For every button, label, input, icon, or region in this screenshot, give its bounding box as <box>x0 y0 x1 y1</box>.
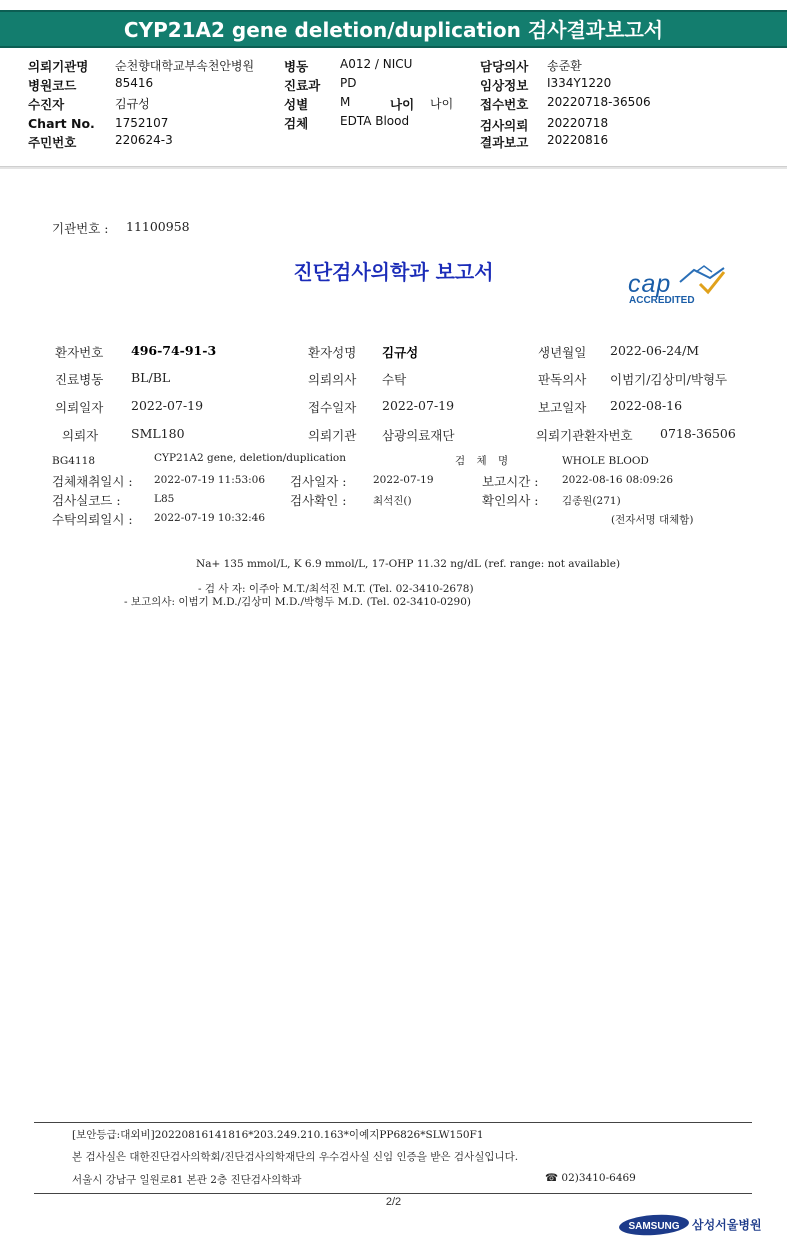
patient-name-label: 환자성명 <box>308 345 357 360</box>
clinical-value: I334Y1220 <box>547 76 612 90</box>
hosp-code-label: 병원코드 <box>28 78 77 93</box>
consign-label: 수탁의뢰일시 : <box>52 512 133 527</box>
cert-line: 본 검사실은 대한진단검사의학회/진단검사의학재단의 우수검사실 신임 인증을 받은 검사실입니다. <box>72 1151 519 1163</box>
test-date-value: 2022-07-19 <box>373 474 434 486</box>
req-doc-label: 의뢰의사 <box>308 372 357 387</box>
examinee-value: 김규성 <box>115 97 150 111</box>
age-value: 나이 <box>430 97 454 111</box>
doctor-label: 담당의사 <box>480 59 529 74</box>
inst-no-label: 기관번호 : <box>52 221 109 236</box>
room-label: 검사실코드 : <box>52 493 121 508</box>
collect-label: 검체채취일시 : <box>52 474 133 489</box>
footer-divider-top <box>34 1122 752 1123</box>
reader-value: 이범기/김상미/박형두 <box>610 372 728 387</box>
req-inst-label-2: 의뢰기관 <box>308 428 357 443</box>
footer-divider-bottom <box>34 1193 752 1194</box>
patient-name-value: 김규성 <box>382 345 419 360</box>
reporter-line: - 보고의사: 이범기 M.D./김상미 M.D./박형두 M.D. (Tel. 02-3410-0290) <box>124 596 471 608</box>
ward-value-2: BL/BL <box>131 370 171 385</box>
hosp-code-value: 85416 <box>115 76 154 90</box>
test-code: BG4118 <box>52 455 96 467</box>
test-date-label: 검사일자 : <box>290 474 347 489</box>
recv-date-value: 2022-07-19 <box>382 398 455 413</box>
inst-no-value: 11100958 <box>126 219 190 234</box>
requested-value: 20220718 <box>547 116 609 130</box>
requester-value: SML180 <box>131 426 185 441</box>
requested-label: 검사의뢰 <box>480 118 529 133</box>
cap-accredited-text: ACCREDITED <box>629 295 695 306</box>
address-line: 서울시 강남구 일원로81 본관 2층 진단검사의학과 <box>72 1174 302 1186</box>
rep-time-value: 2022-08-16 08:09:26 <box>562 474 674 486</box>
requester-label: 의뢰자 <box>62 428 99 443</box>
rep-date-label: 보고일자 <box>538 400 587 415</box>
ward-value: A012 / NICU <box>340 57 413 71</box>
samsung-logo-text: SAMSUNG <box>628 1221 680 1232</box>
doctor-value: 송준환 <box>547 59 582 73</box>
specimen-label: 검체 <box>284 116 309 131</box>
sex-label: 성별 <box>284 97 309 112</box>
pid-value: 496-74-91-3 <box>131 343 217 358</box>
examinee-label: 수진자 <box>28 97 65 112</box>
hospital-name: 삼성서울병원 <box>692 1218 762 1232</box>
rep-time-label: 보고시간 : <box>482 474 539 489</box>
page-number: 2/2 <box>385 1196 402 1208</box>
rep-date-value: 2022-08-16 <box>610 398 683 413</box>
inst-pt-value: 0718-36506 <box>660 426 736 441</box>
pid-label: 환자번호 <box>55 345 104 360</box>
dept-value: PD <box>340 76 357 90</box>
req-date-label: 의뢰일자 <box>55 400 104 415</box>
inst-pt-label: 의뢰기관환자번호 <box>536 428 633 443</box>
sex-value: M <box>340 95 351 109</box>
spec-label: 검 체 명 <box>455 455 513 467</box>
req-inst-value: 순천향대학교부속천안병원 <box>115 59 255 73</box>
req-inst-value-2: 삼광의료재단 <box>382 428 455 443</box>
confirm-doc-value: 김종원(271) <box>562 495 621 507</box>
dob-value: 2022-06-24/M <box>610 343 700 358</box>
security-line: [보안등급:대외비]20220816141816*203.249.210.163*이예지PP6826*SLW150F1 <box>72 1129 484 1141</box>
receipt-label: 접수번호 <box>480 97 529 112</box>
spec-value: WHOLE BLOOD <box>562 455 649 467</box>
confirm-value: 최석진() <box>373 495 412 507</box>
chart-label: Chart No. <box>28 116 95 131</box>
confirm-doc-label: 확인의사 : <box>482 493 539 508</box>
recv-date-label: 접수일자 <box>308 400 357 415</box>
clinical-label: 임상정보 <box>480 78 529 93</box>
report-title: 진단검사의학과 보고서 <box>293 260 494 284</box>
req-date-value: 2022-07-19 <box>131 398 204 413</box>
room-value: L85 <box>154 493 175 505</box>
report-header-title: CYP21A2 gene deletion/duplication 검사결과보고서 <box>0 10 787 48</box>
reported-value: 20220816 <box>547 133 609 147</box>
req-doc-value: 수탁 <box>382 372 407 387</box>
dept-label: 진료과 <box>284 78 321 93</box>
chart-value: 1752107 <box>115 116 169 130</box>
samsung-logo-icon <box>618 1214 690 1236</box>
ward-label-2: 진료병동 <box>55 372 104 387</box>
header-divider <box>0 166 787 169</box>
result-note: Na+ 135 mmol/L, K 6.9 mmol/L, 17-OHP 11.32 ng/dL (ref. range: not available) <box>196 558 621 570</box>
examiner-line: - 검 사 자: 이주아 M.T./최석진 M.T. (Tel. 02-3410-2678) <box>198 583 474 595</box>
dob-label: 생년월일 <box>538 345 587 360</box>
consign-value: 2022-07-19 10:32:46 <box>154 512 266 524</box>
cap-logo-text: cap <box>628 270 672 298</box>
specimen-value: EDTA Blood <box>340 114 410 128</box>
resident-label: 주민번호 <box>28 135 77 150</box>
reader-label: 판독의사 <box>538 372 587 387</box>
confirm-label: 검사확인 : <box>290 493 347 508</box>
resident-value: 220624-3 <box>115 133 173 147</box>
reported-label: 결과보고 <box>480 135 529 150</box>
req-inst-label: 의뢰기관명 <box>28 59 89 74</box>
test-name: CYP21A2 gene, deletion/duplication <box>154 452 347 464</box>
esign-note: (전자서명 대체함) <box>611 514 694 526</box>
phone-line: ☎ 02)3410-6469 <box>545 1172 636 1184</box>
ward-label: 병동 <box>284 59 309 74</box>
receipt-value: 20220718-36506 <box>547 95 651 109</box>
age-label: 나이 <box>390 97 415 112</box>
collect-value: 2022-07-19 11:53:06 <box>154 474 266 486</box>
